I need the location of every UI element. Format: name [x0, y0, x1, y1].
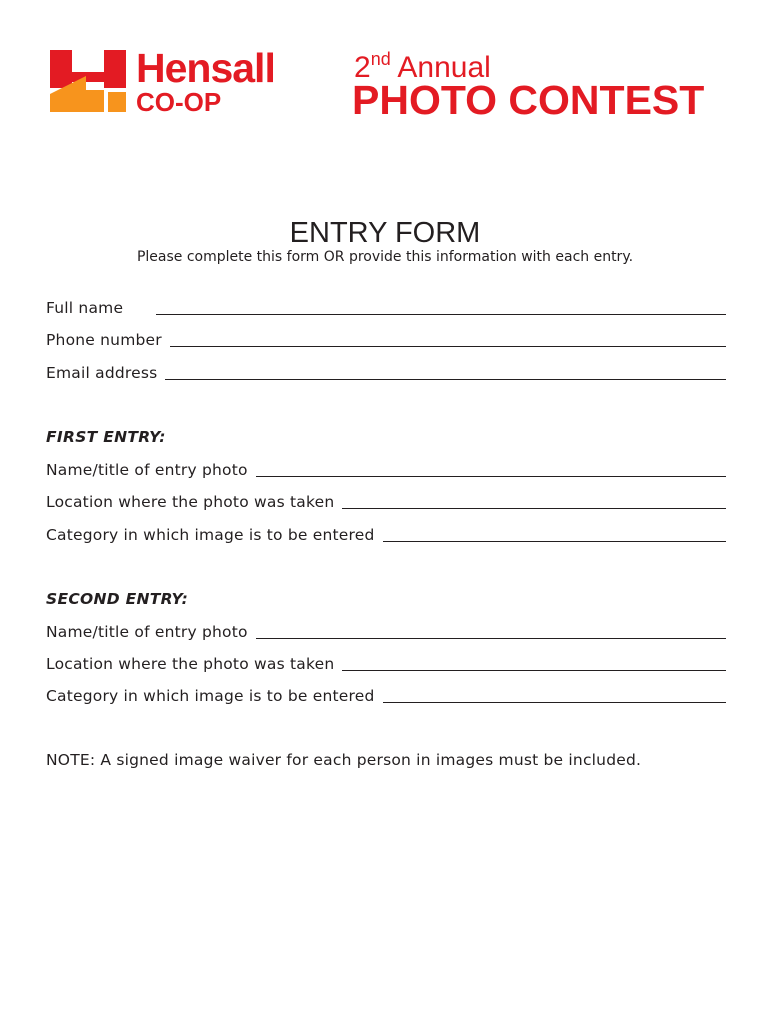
second-entry-location-field[interactable]: [342, 670, 726, 671]
contest-banner: [352, 40, 732, 123]
first-entry-category-row: [46, 523, 726, 545]
contest-title: PHOTO CONTEST: [352, 77, 705, 123]
first-entry-category-field[interactable]: [383, 541, 726, 542]
contest-ordinal: 2: [354, 51, 371, 84]
brand-name: Hensall: [136, 45, 275, 91]
first-entry-title-field[interactable]: [256, 476, 726, 477]
form-intro: Please complete this form OR provide this information with each entry.: [136, 249, 634, 265]
first-entry-location-label: Location where the photo was taken: [46, 493, 335, 511]
second-entry-heading: SECOND ENTRY:: [46, 590, 189, 608]
contest-annual: Annual: [397, 51, 491, 84]
first-entry-location-row: [46, 490, 726, 512]
second-entry-title-label: Name/title of entry photo: [46, 623, 248, 641]
second-entry-location-row: [46, 652, 726, 674]
first-entry-title-label: Name/title of entry photo: [46, 461, 248, 479]
full-name-label: Full name: [46, 299, 124, 317]
second-entry-location-label: Location where the photo was taken: [46, 655, 335, 673]
second-entry-title-field[interactable]: [256, 638, 726, 639]
full-name-row: [46, 296, 726, 318]
second-entry-category-field[interactable]: [383, 702, 726, 703]
first-entry-location-field[interactable]: [342, 508, 726, 509]
email-address-row: [46, 361, 726, 383]
hensall-h-mark-icon: [48, 46, 128, 116]
full-name-field[interactable]: [156, 314, 726, 315]
phone-number-row: [46, 328, 726, 350]
second-entry-category-label: Category in which image is to be entered: [46, 687, 375, 705]
second-entry-category-row: [46, 684, 726, 706]
hensall-coop-logo: [40, 38, 340, 128]
brand-sub: CO-OP: [136, 87, 222, 117]
page-title: ENTRY FORM: [289, 217, 481, 249]
first-entry-title-row: [46, 458, 726, 480]
email-address-field[interactable]: [165, 379, 726, 380]
contest-ordinal-suffix: nd: [370, 49, 391, 69]
second-entry-title-row: [46, 620, 726, 642]
phone-number-field[interactable]: [170, 346, 726, 347]
waiver-note: NOTE: A signed image waiver for each person in images must be included.: [46, 751, 642, 769]
email-address-label: Email address: [46, 364, 158, 382]
phone-number-label: Phone number: [46, 331, 162, 349]
first-entry-category-label: Category in which image is to be entered: [46, 526, 375, 544]
first-entry-heading: FIRST ENTRY:: [46, 428, 166, 446]
